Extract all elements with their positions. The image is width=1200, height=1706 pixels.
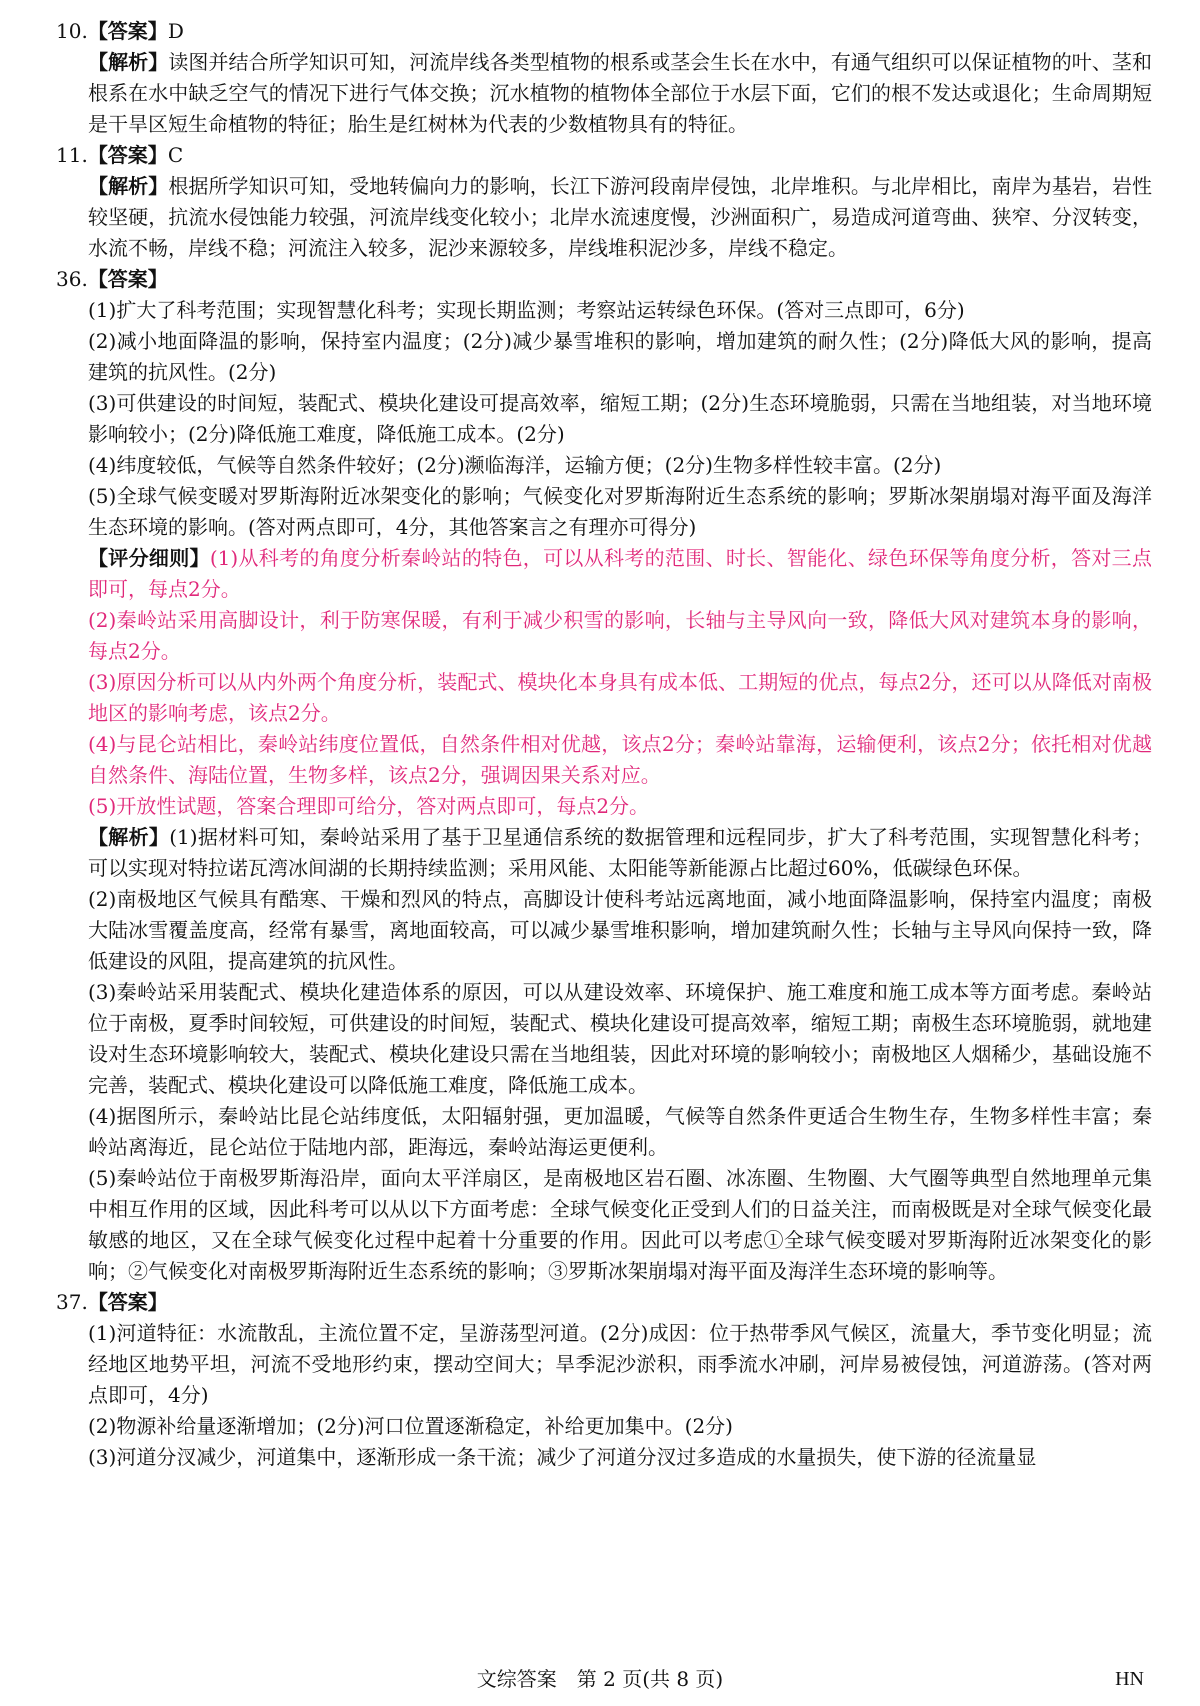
q36-answer-3: (3)可供建设的时间短，装配式、模块化建设可提高效率，缩短工期；(2分)生态环境脆弱，只需在当地组装，对当地环境影响较小；(2分)降低施工难度，降低施工成本。(2分): [88, 391, 1152, 446]
q36-answer-tag: 【答案】: [87, 267, 168, 291]
q36-analysis-tag: 【解析】: [88, 825, 170, 849]
q36-scoring-tag: 【评分细则】: [88, 546, 210, 570]
q36-scoring-5: (5)开放性试题，答案合理即可给分，答对两点即可，每点2分。: [88, 794, 650, 818]
q36-scoring-1: [56, 543, 1152, 605]
q36-scoring-3: (3)原因分析可以从内外两个角度分析，装配式、模块化本身具有成本低、工期短的优点，每点2分，还可以从降低对南极地区的影响考虑，该点2分。: [88, 670, 1152, 725]
page-content: [56, 16, 1152, 1473]
footer-page-info: 文综答案 第 2 页(共 8 页): [476, 1667, 724, 1691]
q36-analysis-4: (4)据图所示，秦岭站比昆仑站纬度低，太阳辐射强，更加温暖，气候等自然条件更适合生物生存，生物多样性丰富；秦岭站离海近，昆仑站位于陆地内部，距海远，秦岭站海运更便利。: [88, 1104, 1152, 1159]
q36-analysis-3: (3)秦岭站采用装配式、模块化建造体系的原因，可以从建设效率、环境保护、施工难度和施工成本等方面考虑。秦岭站位于南极，夏季时间较短，可供建设的时间短，装配式、模块化建设可提高效率，缩短工期；南极生态环境脆弱，就地建设对生态环境影响较大，装配式、模块化建设只需在当地组装，因此对环境的影响较小；南极地区人烟稀少，基础设施不完善，装配式、模块化建设可以降低施工难度，降低施工成本。: [88, 980, 1152, 1097]
q11-analysis: [56, 171, 1152, 264]
q10-analysis-text: 读图并结合所学知识可知，河流岸线各类型植物的根系或茎会生长在水中，有通气组织可以保证植物的叶、茎和根系在水中缺乏空气的情况下进行气体交换；沉水植物的植物体全部位于水层下面，它们的根不发达或退化；生命周期短是干旱区短生命植物的特征；胎生是红树林为代表的少数植物具有的特征。: [88, 50, 1153, 136]
q36-answer-1: (1)扩大了科考范围；实现智慧化科考；实现长期监测；考察站运转绿色环保。(答对三点即可，6分): [88, 298, 965, 322]
q11-number: 11.: [56, 143, 88, 167]
q36-answer-5: (5)全球气候变暖对罗斯海附近冰架变化的影响；气候变化对罗斯海附近生态系统的影响；罗斯冰架崩塌对海平面及海洋生态环境的影响。(答对两点即可，4分，其他答案言之有理亦可得分): [88, 484, 1152, 539]
q36-scoring-4: (4)与昆仑站相比，秦岭站纬度位置低，自然条件相对优越，该点2分；秦岭站靠海，运输便利，该点2分；依托相对优越自然条件、海陆位置，生物多样，该点2分，强调因果关系对应。: [88, 732, 1152, 787]
q37-answer-2: (2)物源补给量逐渐增加；(2分)河口位置逐渐稳定，补给更加集中。(2分): [88, 1414, 733, 1438]
q11-answer-tag: 【答案】: [87, 143, 168, 167]
q36-answer-2: (2)减小地面降温的影响，保持室内温度；(2分)减少暴雪堆积的影响，增加建筑的耐久性；(2分)降低大风的影响，提高建筑的抗风性。(2分): [88, 329, 1152, 384]
q10-number: 10.: [56, 19, 88, 43]
q10-answer-value: D: [167, 19, 184, 43]
q37-answer-1: (1)河道特征：水流散乱，主流位置不定，呈游荡型河道。(2分)成因：位于热带季风气候区，流量大，季节变化明显；流经地区地势平坦，河流不受地形约束，摆动空间大；旱季泥沙淤积，雨季流水冲刷，河岸易被侵蚀，河道游荡。(答对两点即可，4分): [88, 1321, 1152, 1407]
q36-scoring-2: (2)秦岭站采用高脚设计，利于防寒保暖，有利于减少积雪的影响，长轴与主导风向一致，降低大风对建筑本身的影响，每点2分。: [88, 608, 1152, 663]
page-footer: [0, 1664, 1200, 1694]
q37-answer-line: [56, 1287, 1152, 1318]
q36-answer-line: [56, 264, 1152, 295]
q36-scoring-1-text: (1)从科考的角度分析秦岭站的特色，可以从科考的范围、时长、智能化、绿色环保等角度分析，答对三点即可，每点2分。: [88, 546, 1152, 601]
q10-answer-line: [56, 16, 1152, 47]
q11-analysis-text: 根据所学知识可知，受地转偏向力的影响，长江下游河段南岸侵蚀，北岸堆积。与北岸相比，南岸为基岩，岩性较坚硬，抗流水侵蚀能力较强，河流岸线变化较小；北岸水流速度慢，沙洲面积广，易造成河道弯曲、狭窄、分汊转变，水流不畅，岸线不稳；河流注入较多，泥沙来源较多，岸线堆积泥沙多，岸线不稳定。: [88, 174, 1153, 260]
q36-answer-4: (4)纬度较低，气候等自然条件较好；(2分)濒临海洋，运输方便；(2分)生物多样性较丰富。(2分): [88, 453, 942, 477]
q37-answer-3: (3)河道分汊减少，河道集中，逐渐形成一条干流；减少了河道分汊过多造成的水量损失，使下游的径流量显: [88, 1445, 1037, 1469]
q37-number: 37.: [56, 1290, 88, 1314]
q11-answer-line: [56, 140, 1152, 171]
q36-number: 36.: [56, 267, 88, 291]
q36-analysis-2: (2)南极地区气候具有酷寒、干燥和烈风的特点，高脚设计使科考站远离地面，减小地面降温影响，保持室内温度；南极大陆冰雪覆盖度高，经常有暴雪，离地面较高，可以减少暴雪堆积影响，增加建筑耐久性；长轴与主导风向保持一致，降低建设的风阻，提高建筑的抗风性。: [88, 887, 1152, 973]
q10-analysis: [56, 47, 1152, 140]
q37-answer-tag: 【答案】: [87, 1290, 168, 1314]
footer-region-code: HN: [1115, 1668, 1144, 1690]
q10-answer-tag: 【答案】: [87, 19, 168, 43]
q11-answer-value: C: [167, 143, 184, 167]
q10-analysis-tag: 【解析】: [88, 50, 169, 74]
q36-analysis-1: [56, 822, 1152, 884]
q11-analysis-tag: 【解析】: [88, 174, 169, 198]
q36-analysis-5: (5)秦岭站位于南极罗斯海沿岸，面向太平洋扇区，是南极地区岩石圈、冰冻圈、生物圈、大气圈等典型自然地理单元集中相互作用的区域，因此科考可以从以下方面考虑：全球气候变化正受到人们的日益关注，而南极既是对全球气候变化最敏感的地区，又在全球气候变化过程中起着十分重要的作用。因此可以考虑①全球气候变暖对罗斯海附近冰架变化的影响；②气候变化对南极罗斯海附近生态系统的影响；③罗斯冰架崩塌对海平面及海洋生态环境的影响等。: [88, 1166, 1152, 1283]
q36-analysis-1-text: (1)据材料可知，秦岭站采用了基于卫星通信系统的数据管理和远程同步，扩大了科考范围，实现智慧化科考；可以实现对特拉诺瓦湾冰间湖的长期持续监测；采用风能、太阳能等新能源占比超过60%，低碳绿色环保。: [88, 825, 1152, 880]
